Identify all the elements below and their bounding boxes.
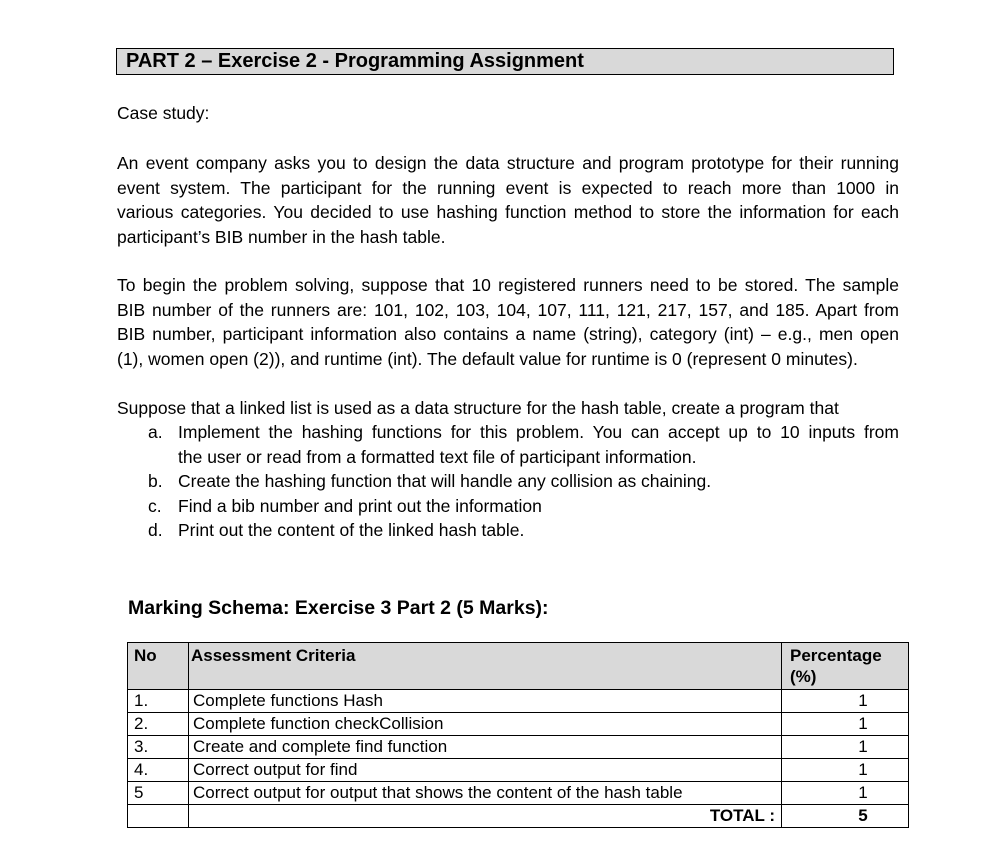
case-study-label: Case study: [117,103,210,123]
list-item-text: Create the hashing function that will handle any collision as chaining. [178,471,712,491]
row-criteria: Complete function checkCollision [189,713,782,736]
list-marker: a. [148,422,163,442]
paragraph-event-description [117,151,899,249]
row-criteria: Create and complete find function [189,736,782,759]
row-percentage: 1 [782,782,909,805]
row-percentage: 1 [782,690,909,713]
list-item [117,469,899,494]
row-percentage: 1 [782,713,909,736]
column-header-percentage: Percentage (%) [782,643,909,690]
list-marker: c. [148,495,162,516]
table-header-row [128,643,909,690]
marking-schema-table [127,642,909,828]
list-item-text: the user or read from a formatted text file of participant information. [178,446,697,467]
paragraph-line: BIB number of the runners are: 101, 102, 103, 104, 107, 111, 121, 217, 157, and 185. Apart from [117,299,899,320]
list-item-text: Implement the hashing functions for this problem. You can accept up to 10 inputs from [178,422,899,442]
row-criteria: Complete functions Hash [189,690,782,713]
row-no: 5 [128,782,189,805]
column-header-criteria: Assessment Criteria [189,643,782,690]
table-total-row [128,805,909,828]
column-header-no: No [128,643,189,690]
marking-schema-title: Marking Schema: Exercise 3 Part 2 (5 Marks): [128,597,549,619]
paragraph-line: participant’s BIB number in the hash table. [117,226,446,247]
task-list [117,420,899,543]
paragraph-problem-setup [117,273,899,371]
list-item [117,420,899,469]
row-percentage: 1 [782,759,909,782]
row-no: 1. [128,690,189,713]
table-row [128,713,909,736]
paragraph-line: An event company asks you to design the data structure and program prototype for their running [117,153,899,173]
row-percentage: 1 [782,736,909,759]
row-no: 3. [128,736,189,759]
row-criteria: Correct output for find [189,759,782,782]
total-value: 5 [782,805,909,828]
table-row [128,736,909,759]
paragraph-line: (1), women open (2)), and runtime (int). The default value for runtime is 0 (represent 0 minutes). [117,348,858,369]
list-item-text: Print out the content of the linked hash table. [178,520,525,540]
table-row [128,690,909,713]
part-header [116,48,894,75]
list-marker: b. [148,471,163,491]
table-row [128,759,909,782]
row-no: 2. [128,713,189,736]
total-label: TOTAL : [189,805,782,828]
paragraph-line: various categories. You decided to use hashing function method to store the information for each [117,202,899,222]
paragraph-line: event system. The participant for the running event is expected to reach more than 1000 in [117,177,899,198]
table-row [128,782,909,805]
row-criteria: Correct output for output that shows the content of the hash table [189,782,782,805]
paragraph-line: BIB number, participant information also contains a name (string), category (int) – e.g., men open [117,324,899,344]
list-item-text: Find a bib number and print out the information [178,495,542,516]
part-header-title: PART 2 – Exercise 2 - Programming Assignment [126,50,584,72]
row-no: 4. [128,759,189,782]
list-item [117,518,899,543]
paragraph-line: To begin the problem solving, suppose that 10 registered runners need to be stored. The sample [117,275,899,295]
list-item [117,494,899,519]
list-intro: Suppose that a linked list is used as a data structure for the hash table, create a program that [117,398,839,418]
list-marker: d. [148,520,163,540]
